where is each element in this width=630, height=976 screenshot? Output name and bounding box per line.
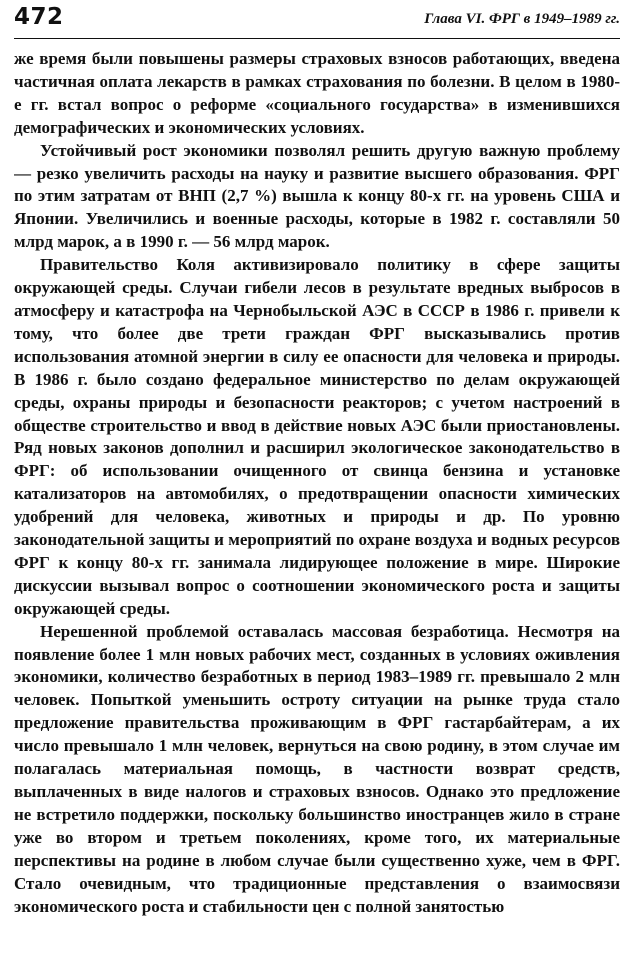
page-number: 472 bbox=[14, 4, 64, 30]
page-header bbox=[14, 0, 620, 39]
paragraph: же время были повышены размеры страховых взносов работающих, введена частичная оплата лекарств в рамках страхования по болезни. В целом в 1980-е гг. встал вопрос о реформе «социального государства» в изменившихся демографических и экономических условиях. bbox=[14, 49, 620, 137]
paragraph: Правительство Коля активизировало политику в сфере защиты окружающей среды. Случаи гибели лесов в результате вредных выбросов в атмосферу и катастрофа на Чернобыльской АЭС в СССР в 1986 г. привели к тому, что более две трети граждан ФРГ высказывались против использования атомной энергии в силу ее опасности для человека и природы. В 1986 г. было создано федеральное министерство по делам окружающей среды, охраны природы и безопасности реакторов; с учетом настроений в обществе строительство и ввод в действие новых АЭС были приостановлены. Ряд новых законов дополнил и расширил экологическое законодательство в ФРГ: об использовании очищенного от свинца бензина и установке катализаторов на автомобилях, о предотвращении опасности химических удобрений для человека, животных и природы и др. По уровню законодательной защиты и мероприятий по охране воздуха и водных ресурсов ФРГ к концу 80-х гг. занимала лидирующее положение в мире. Широкие дискуссии вызывал вопрос о соотношении экономического роста и защиты окружающей среды. bbox=[14, 255, 620, 618]
page-body bbox=[14, 48, 620, 918]
paragraph: Нерешенной проблемой оставалась массовая безработица. Несмотря на появление более 1 млн новых рабочих мест, созданных в условиях оживления экономики, количество безработных в период 1983–1989 гг. превышало 2 млн человек. Попыткой уменьшить остроту ситуации на рынке труда стало предложение правительства проживающим в ФРГ гастарбайтерам, а их число превышало 1 млн человек, вернуться на свою родину, в этом случае им полагалась материальная помощь, в частности возврат средств, выплаченных в виде налогов и страховых взносов. Однако это предложение не встретило поддержки, поскольку большинство иностранцев жило в стране уже во втором и третьем поколениях, кроме того, их материальные перспективы на родине в любом случае были существенно хуже, чем в ФРГ. Стало очевидным, что традиционные представления о взаимосвязи экономического роста и стабильности цен с полной занятостью bbox=[14, 621, 620, 916]
book-page bbox=[14, 0, 620, 976]
paragraph: Устойчивый рост экономики позволял решить другую важную проблему — резко увеличить расходы на науку и развитие высшего образования. ФРГ по этим затратам от ВНП (2,7 %) вышла к концу 80-х гг. на уровень США и Японии. Увеличились и военные расходы, которые в 1982 г. составляли 50 млрд марок, а в 1990 г. — 56 млрд марок. bbox=[14, 140, 620, 252]
running-head: Глава VI. ФРГ в 1949–1989 гг. bbox=[424, 11, 620, 27]
